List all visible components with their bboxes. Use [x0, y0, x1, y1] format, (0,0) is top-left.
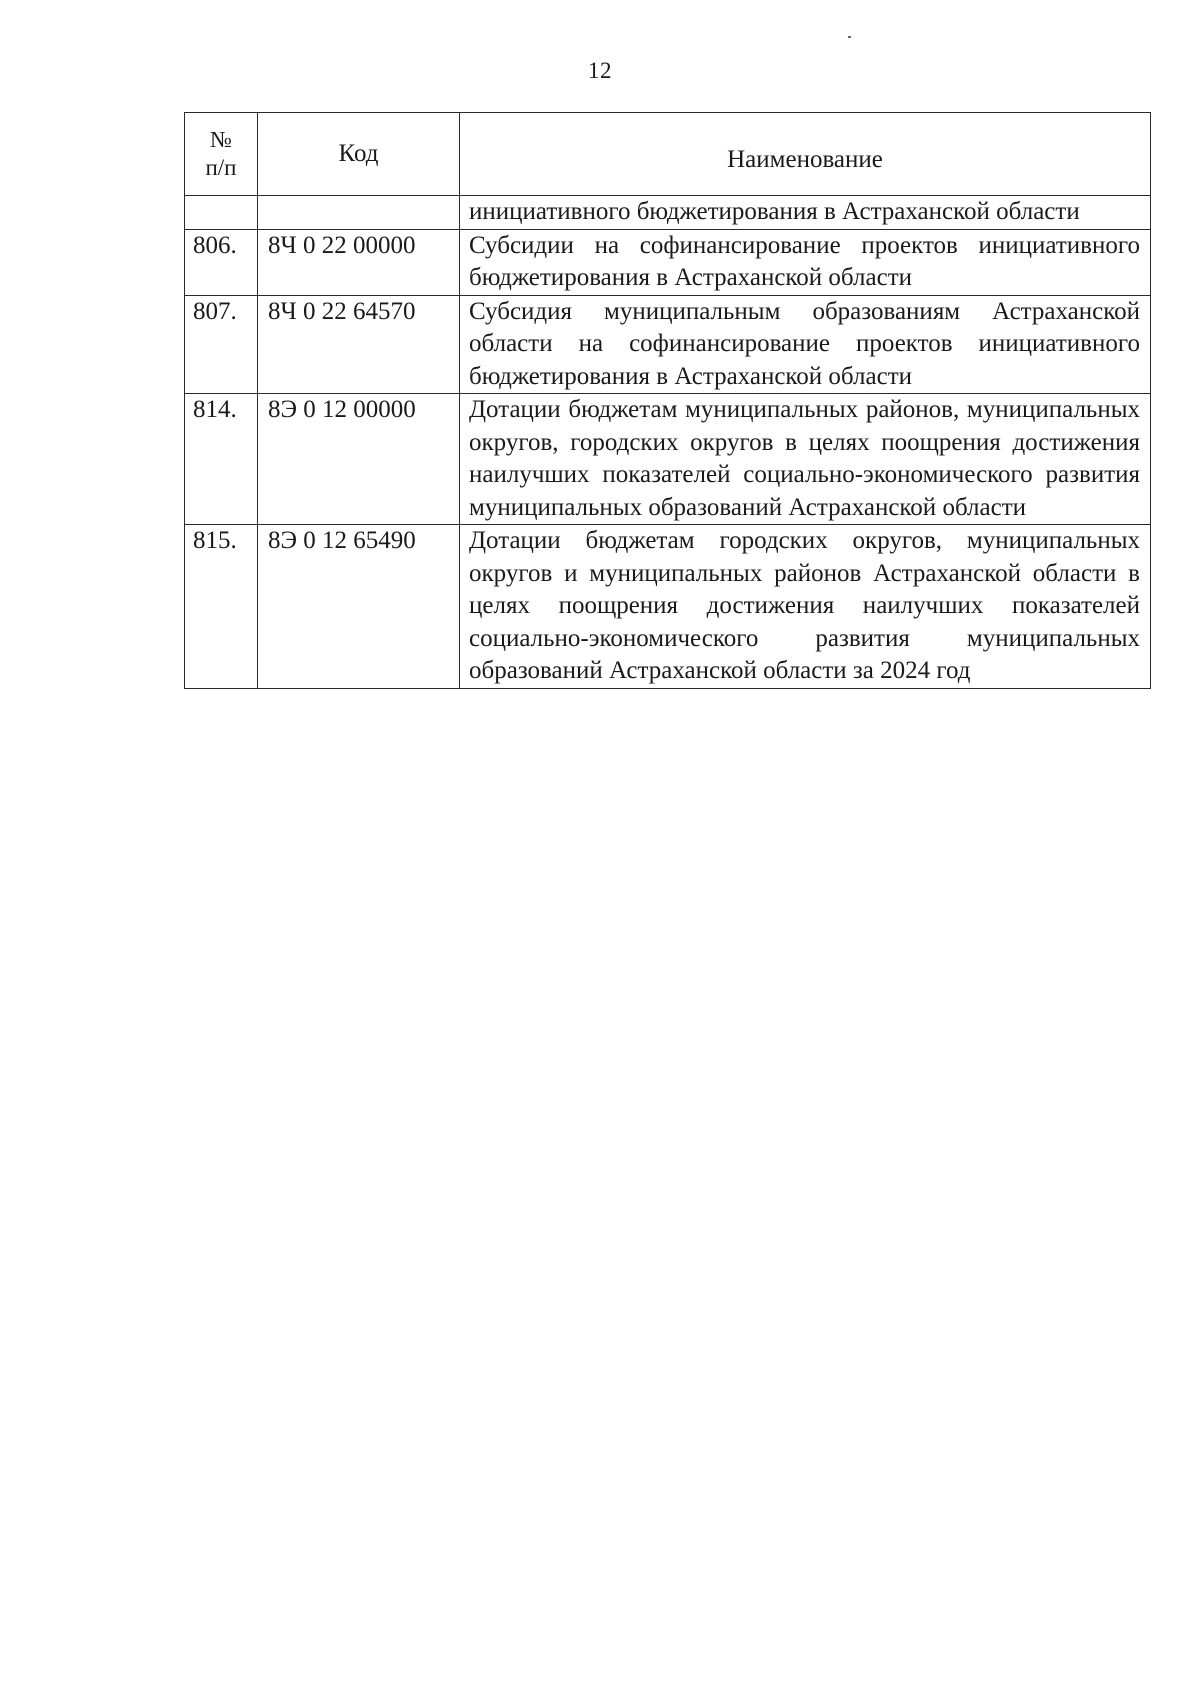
table-row	[185, 196, 1151, 230]
header-code: Код	[258, 113, 460, 196]
table-row	[185, 394, 1151, 525]
row-number	[185, 196, 258, 230]
header-number	[185, 113, 258, 196]
row-name: Субсидия муниципальным образованиям Астраханской области на софинансирование проектов инициативного бюджетирования в Астраханской области	[460, 295, 1151, 394]
budget-codes-table	[184, 112, 1151, 689]
row-name: Субсидии на софинансирование проектов инициативного бюджетирования в Астраханской области	[460, 229, 1151, 295]
row-number: 806.	[185, 229, 258, 295]
row-name: инициативного бюджетирования в Астраханской области	[460, 196, 1151, 230]
row-code: 8Э 0 12 00000	[258, 394, 460, 525]
row-code: 8Ч 0 22 00000	[258, 229, 460, 295]
row-name: Дотации бюджетам городских округов, муниципальных округов и муниципальных районов Астраханской области в целях поощрения достижения наилучших показателей социально-экономического развития муниципальных образований Астраханской области за 2024 год	[460, 525, 1151, 689]
row-code	[258, 196, 460, 230]
header-number-symbol: №	[210, 127, 232, 152]
table-row	[185, 229, 1151, 295]
table-row	[185, 525, 1151, 689]
row-number: 807.	[185, 295, 258, 394]
header-name: Наименование	[460, 113, 1151, 196]
table-row	[185, 295, 1151, 394]
table-header-row	[185, 113, 1151, 196]
row-number: 815.	[185, 525, 258, 689]
scan-speck	[848, 36, 851, 38]
row-code: 8Э 0 12 65490	[258, 525, 460, 689]
page-number: 12	[588, 58, 612, 83]
row-number: 814.	[185, 394, 258, 525]
row-name: Дотации бюджетам муниципальных районов, муниципальных округов, городских округов в целях поощрения достижения наилучших показателей социально-экономического развития муниципальных образований Астраханской области	[460, 394, 1151, 525]
row-code: 8Ч 0 22 64570	[258, 295, 460, 394]
header-number-pp: п/п	[205, 155, 237, 180]
